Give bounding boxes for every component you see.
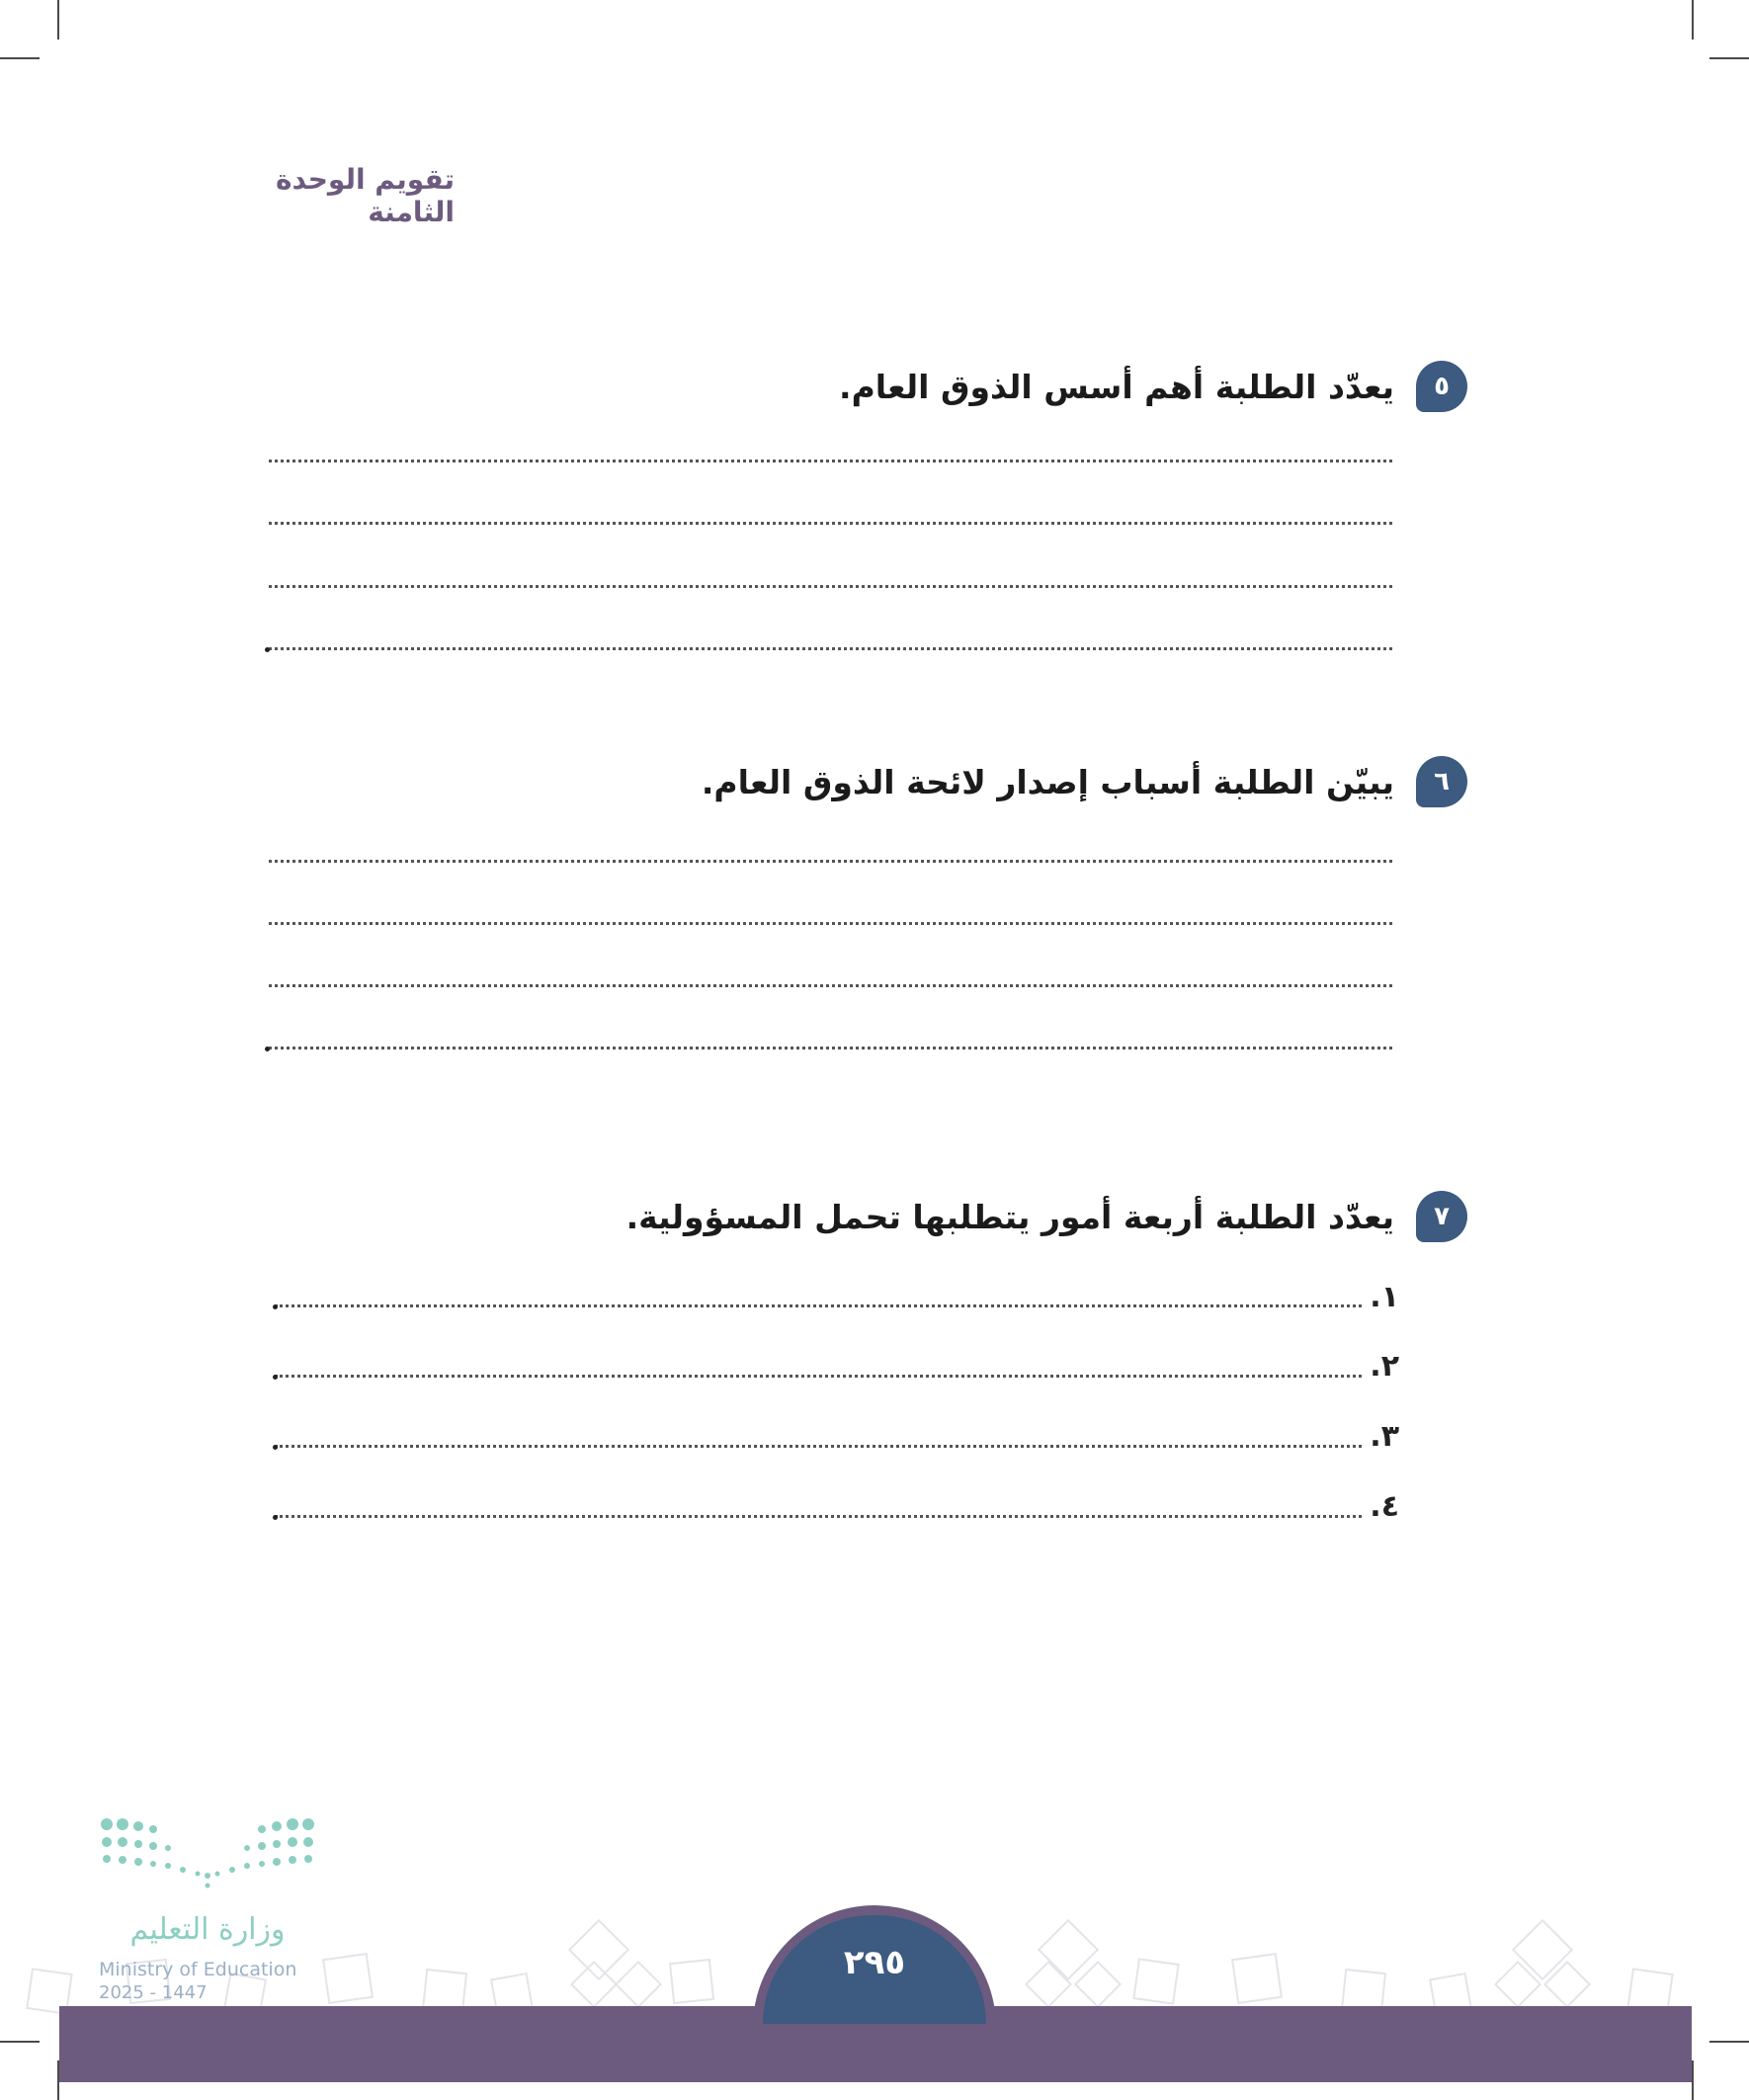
list-number: ٤. bbox=[1370, 1489, 1399, 1524]
crop-mark bbox=[1709, 2041, 1749, 2043]
answer-line[interactable] bbox=[275, 1375, 1362, 1378]
list-number: ٣. bbox=[1370, 1419, 1399, 1454]
list-number: ١. bbox=[1370, 1280, 1399, 1314]
question-text: يبيّن الطلبة أسباب إصدار لائحة الذوق العام. bbox=[701, 762, 1394, 801]
crop-mark bbox=[0, 57, 40, 59]
answer-line[interactable] bbox=[275, 1515, 1362, 1518]
question-text: يعدّد الطلبة أهم أسس الذوق العام. bbox=[839, 367, 1394, 406]
question-7 bbox=[626, 1191, 1467, 1242]
question-number-badge: ٦ bbox=[1416, 756, 1467, 807]
answer-line[interactable] bbox=[269, 860, 1392, 863]
period-dot bbox=[265, 1047, 270, 1051]
answer-line[interactable] bbox=[269, 922, 1392, 925]
answer-line[interactable] bbox=[269, 647, 1392, 650]
answer-line[interactable] bbox=[269, 585, 1392, 588]
crop-mark bbox=[0, 2041, 40, 2043]
answer-line[interactable] bbox=[275, 1445, 1362, 1448]
question-number-badge: ٧ bbox=[1416, 1191, 1467, 1242]
answer-line[interactable] bbox=[269, 522, 1392, 525]
question-5 bbox=[839, 361, 1467, 412]
period-dot bbox=[273, 1304, 278, 1309]
list-number: ٢. bbox=[1370, 1349, 1399, 1384]
question-number-badge: ٥ bbox=[1416, 361, 1467, 412]
ministry-name-arabic: وزارة التعليم bbox=[129, 1912, 286, 1947]
period-dot bbox=[273, 1445, 278, 1450]
answer-line[interactable] bbox=[269, 460, 1392, 462]
ministry-name-english: Ministry of Education bbox=[99, 1959, 297, 1980]
crop-mark bbox=[1709, 57, 1749, 59]
crop-mark bbox=[1692, 2060, 1694, 2100]
crop-mark bbox=[57, 0, 59, 40]
period-dot bbox=[265, 647, 270, 652]
question-text: يعدّد الطلبة أربعة أمور يتطلبها تحمل المسؤولية. bbox=[625, 1197, 1394, 1236]
answer-line[interactable] bbox=[275, 1304, 1362, 1307]
crop-mark bbox=[1692, 0, 1694, 40]
answer-line[interactable] bbox=[269, 984, 1392, 987]
edition-year: 2025 - 1447 bbox=[99, 1982, 208, 2003]
ministry-logo-icon bbox=[99, 1814, 316, 1893]
question-6 bbox=[702, 756, 1467, 807]
period-dot bbox=[273, 1375, 278, 1380]
answer-line[interactable] bbox=[269, 1047, 1392, 1050]
page-number: ٢٩٥ bbox=[843, 1943, 906, 1982]
unit-header-title: تقويم الوحدة الثامنة bbox=[276, 163, 455, 228]
period-dot bbox=[273, 1515, 278, 1520]
